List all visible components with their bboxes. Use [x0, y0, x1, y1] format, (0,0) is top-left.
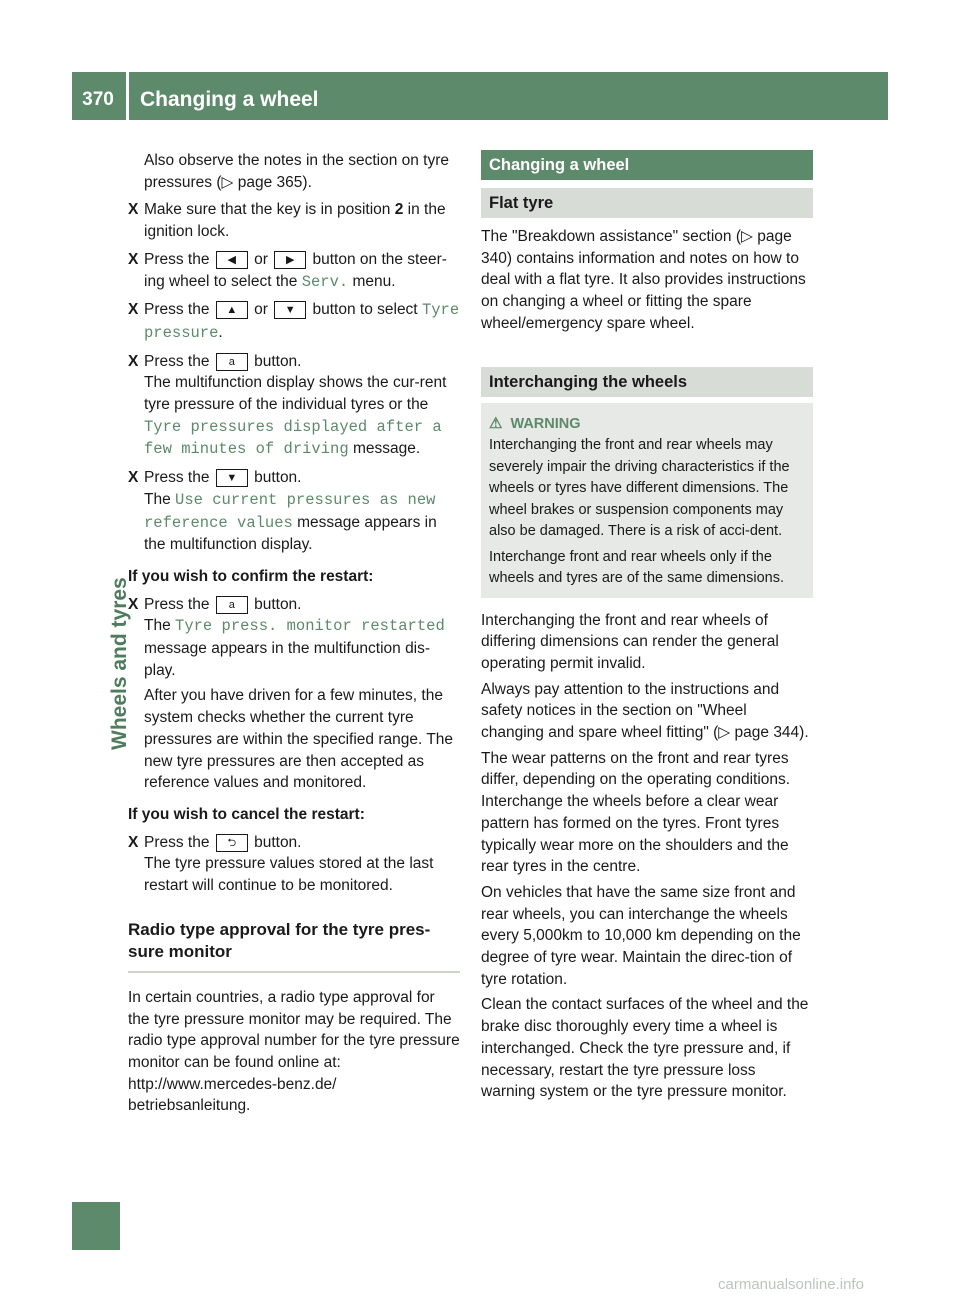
radio-approval-heading: Radio type approval for the tyre pres-sure monitor	[128, 919, 431, 961]
step-note: After you have driven for a few minutes, the system checks whether the current tyre pressures are within the specified range. The new tyre pressures are then accepted as reference values and monitored.	[144, 687, 454, 792]
text: The	[144, 490, 176, 508]
paragraph	[481, 679, 813, 744]
key-position: 2	[394, 201, 404, 219]
step-confirm-ok	[128, 594, 460, 794]
text: menu.	[348, 272, 396, 290]
text: button on the steer-ing wheel to select the	[144, 250, 447, 290]
page-number: 370	[82, 89, 114, 110]
left-arrow-key-icon: ◀	[216, 251, 248, 269]
display-message: Use current pressures as new reference values	[144, 490, 436, 532]
right-arrow-key-icon: ▶	[274, 251, 306, 269]
section-bar-flat-tyre: Flat tyre	[481, 188, 813, 218]
warning-label: WARNING	[510, 415, 581, 432]
confirm-heading: If you wish to confirm the restart:	[128, 567, 374, 585]
back-key-icon: ⮌	[216, 834, 248, 852]
step-press-down	[128, 467, 460, 556]
text: message appears in the multifunction dis-play.	[144, 640, 431, 679]
paragraph: On vehicles that have the same size front and rear wheels, you can interchange the wheels every 5,000km to 10,000 km depending on the degree of tyre wear. Maintain the direc-tion of tyre rotation.	[481, 883, 801, 988]
text: Press the	[144, 595, 214, 613]
step-marker-icon: X	[128, 833, 139, 851]
text: button.	[249, 352, 302, 370]
text: or	[249, 301, 273, 319]
step-press-ok	[128, 351, 460, 462]
warning-box	[481, 403, 813, 598]
text: page 340) contains information and notes on how to deal with a flat tyre. It also provides instructions on changing a wheel or fitting the spare wheel/emergency spare wheel.	[481, 228, 806, 332]
text: The multifunction display shows the cur-rent tyre pressure of the individual tyres or the	[144, 374, 447, 414]
step-select-serv	[128, 249, 460, 293]
text: Press the	[144, 352, 214, 370]
left-column	[128, 150, 460, 1117]
paragraph: Interchanging the front and rear wheels of differing dimensions can render the general operating permit invalid.	[481, 611, 779, 672]
warning-title	[489, 413, 805, 436]
text: The	[144, 617, 176, 635]
step-marker-icon: X	[128, 595, 139, 613]
text: .	[218, 323, 223, 341]
warning-text-2: Interchange front and rear wheels only if the wheels and tyres are of the same dimensions.	[489, 548, 784, 587]
text: Press the	[144, 833, 214, 851]
step-marker-icon: X	[128, 352, 139, 370]
display-message: Tyre press. monitor restarted	[175, 617, 445, 636]
text: Also observe the notes in the section on tyre pressures (	[144, 152, 450, 191]
section-bar-changing-wheel: Changing a wheel	[481, 150, 813, 180]
display-text-tyre-pressure: Tyre pressure	[144, 301, 460, 342]
page-title: Changing a wheel	[140, 88, 319, 111]
right-column	[481, 150, 813, 1103]
step-marker-icon: X	[128, 301, 139, 319]
header-separator	[126, 72, 129, 120]
down-arrow-key-icon: ▼	[216, 469, 248, 487]
text: or	[249, 250, 273, 268]
text: Press the	[144, 469, 214, 487]
text: page 365).	[233, 173, 312, 191]
text: Press the	[144, 301, 214, 319]
text: Always pay attention to the instructions and safety notices in the section on "Wheel changing and spare wheel fitting" (	[481, 680, 780, 742]
step-marker-icon: X	[128, 469, 139, 487]
text: message appears in the multifunction display.	[144, 513, 437, 554]
text: button.	[249, 469, 302, 487]
ok-key-icon: a	[216, 596, 248, 614]
display-text-serv: Serv.	[301, 272, 349, 291]
section-bar-interchanging: Interchanging the wheels	[481, 367, 813, 397]
text: page 344).	[730, 724, 809, 742]
watermark: carmanualsonline.info	[718, 1276, 864, 1293]
warning-icon: ⚠	[489, 414, 503, 432]
side-marker	[72, 1202, 120, 1250]
step-select-tyre-pressure	[128, 299, 460, 344]
page-ref-arrow-icon: ▷	[741, 228, 753, 245]
text: Press the	[144, 250, 214, 268]
text: The "Breakdown assistance" section (	[481, 228, 741, 245]
text: button.	[249, 595, 302, 613]
ok-key-icon: a	[216, 353, 248, 371]
side-label-text: Wheels and tyres	[108, 577, 131, 750]
radio-approval-text: In certain countries, a radio type approval for the tyre pressure monitor may be required. The radio type approval number for the tyre pressure monitor can be found online at: http://www.mercedes-benz.de/ betriebsanleitung.	[128, 988, 460, 1115]
step-cancel-back	[128, 832, 460, 897]
page-ref-arrow-icon: ▷	[221, 173, 234, 191]
paragraph: Clean the contact surfaces of the wheel and the brake disc thoroughly every time a wheel is interchanged. Check the tyre pressure and, if necessary, restart the tyre pressure loss warning system or the tyre pressure monitor.	[481, 996, 809, 1101]
step-key-position	[128, 199, 460, 242]
text: button to select	[308, 301, 422, 319]
warning-text: Interchanging the front and rear wheels may severely impair the driving characteristics if the wheels or tyres have different dimensions. The wheel brakes or suspension components may also be damaged. There is a risk of acci-dent.	[489, 437, 790, 540]
step-marker-icon: X	[128, 201, 139, 219]
up-arrow-key-icon: ▲	[216, 301, 248, 319]
text: message.	[348, 440, 421, 458]
text: button.	[249, 833, 302, 851]
step-marker-icon: X	[128, 250, 139, 268]
text: in the ignition lock.	[144, 201, 446, 241]
flat-tyre-text	[481, 226, 813, 335]
intro-paragraph	[128, 150, 460, 193]
text: The tyre pressure values stored at the last restart will continue to be monitored.	[144, 855, 434, 895]
down-arrow-key-icon: ▼	[274, 301, 306, 319]
text: Make sure that the key is in position	[144, 201, 395, 219]
page-ref-arrow-icon: ▷	[718, 724, 731, 742]
section-divider	[128, 971, 460, 973]
paragraph: The wear patterns on the front and rear tyres differ, depending on the operating conditions. Interchange the wheels before a clear wear pattern has formed on the tyres. Front tyres typically wear more on the shoulders and the rear tyres in the centre.	[481, 749, 791, 876]
display-message: Tyre pressures displayed after a few minutes of driving	[144, 417, 442, 459]
cancel-heading: If you wish to cancel the restart:	[128, 805, 365, 823]
